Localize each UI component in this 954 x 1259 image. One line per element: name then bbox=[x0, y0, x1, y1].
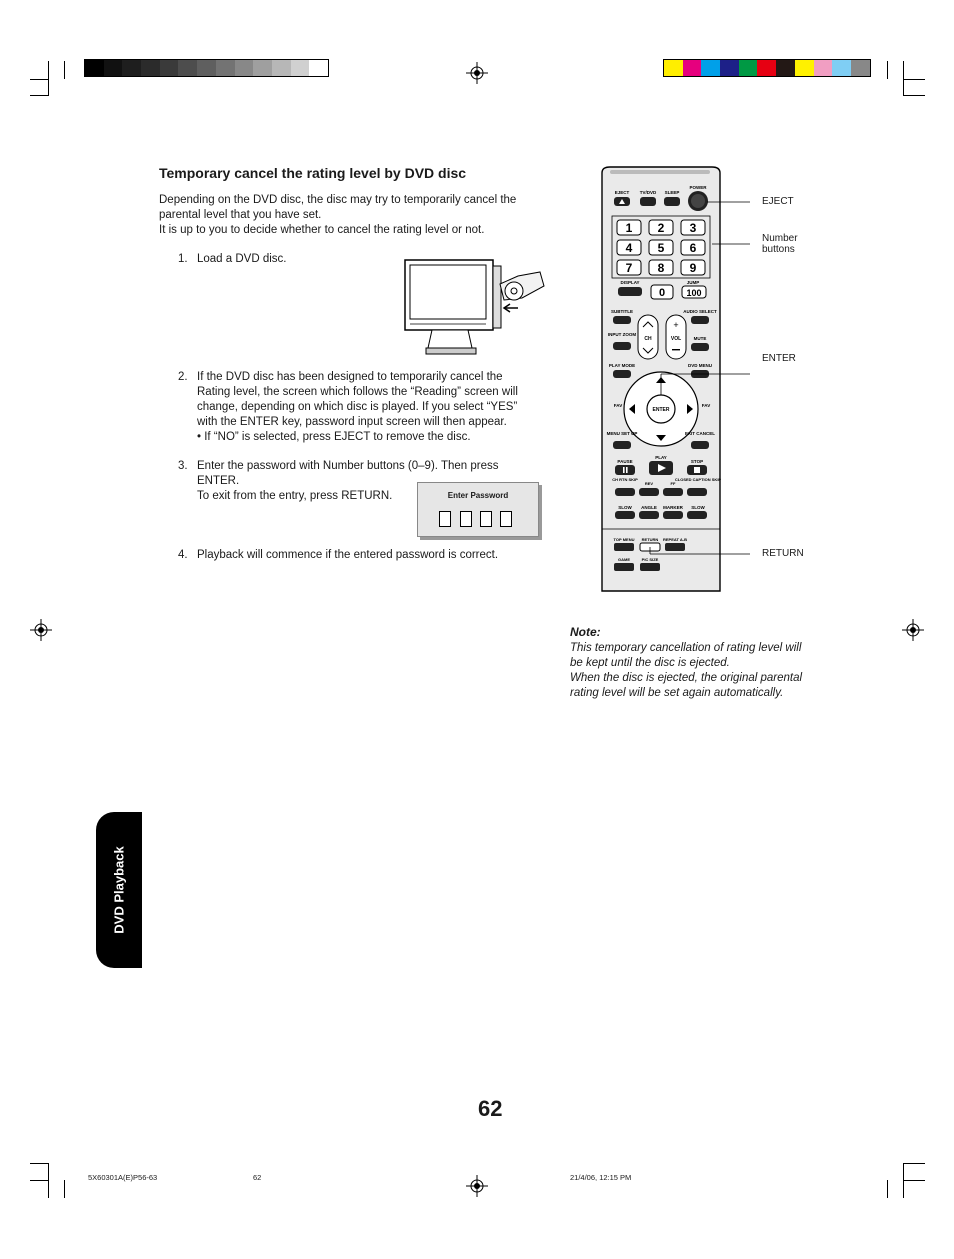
slow-forward-button[interactable] bbox=[687, 511, 707, 519]
password-input-screen bbox=[417, 482, 539, 537]
mute-button[interactable] bbox=[691, 343, 709, 351]
remote-label: JUMP bbox=[686, 280, 700, 285]
color-swatch bbox=[141, 60, 160, 76]
skip-back-button[interactable] bbox=[615, 488, 635, 496]
dvd-menu-button[interactable] bbox=[691, 370, 709, 378]
color-swatch bbox=[272, 60, 291, 76]
remote-label: EXIT CANCEL bbox=[684, 431, 716, 436]
remote-label: PIC SIZE bbox=[641, 557, 659, 562]
color-swatch bbox=[851, 60, 870, 76]
stop-icon bbox=[694, 467, 700, 473]
step-number: 4. bbox=[178, 549, 188, 561]
color-swatch bbox=[739, 60, 758, 76]
pause-button[interactable] bbox=[615, 465, 635, 475]
return-button[interactable] bbox=[640, 543, 660, 551]
remote-label: DVD MENU bbox=[687, 363, 713, 368]
remote-label: VOL bbox=[670, 336, 682, 342]
callout-eject: EJECT bbox=[762, 196, 794, 207]
remote-label: POWER bbox=[689, 185, 707, 190]
remote-label: FF bbox=[670, 481, 676, 486]
color-swatch bbox=[104, 60, 123, 76]
password-digit-slot bbox=[439, 511, 451, 527]
step-number: 1. bbox=[178, 253, 188, 265]
rev-button[interactable] bbox=[639, 488, 659, 496]
grayscale-calibration-bar bbox=[84, 59, 329, 77]
remote-label: TOP MENU bbox=[613, 537, 635, 542]
step-number: 2. bbox=[178, 371, 188, 383]
footer-file-id: 5X60301A(E)P56-63 bbox=[88, 1173, 158, 1182]
remote-label: STOP bbox=[690, 459, 704, 464]
registration-mark-icon bbox=[466, 62, 488, 84]
subtitle-button[interactable] bbox=[613, 316, 631, 324]
menu-setup-button[interactable] bbox=[613, 441, 631, 449]
color-swatch bbox=[216, 60, 235, 76]
marker-button[interactable] bbox=[663, 511, 683, 519]
remote-label: SLEEP bbox=[664, 190, 680, 195]
remote-digit: 0 bbox=[658, 287, 666, 299]
remote-label: SUBTITLE bbox=[611, 309, 633, 314]
intro-line: It is up to you to decide whether to cancel the rating level or not. bbox=[159, 224, 485, 236]
color-swatch bbox=[235, 60, 254, 76]
color-swatch bbox=[85, 60, 104, 76]
plus-icon: + bbox=[673, 320, 679, 330]
intro-line: parental level that you have set. bbox=[159, 209, 322, 221]
remote-label: PLAY MODE bbox=[608, 363, 636, 368]
remote-label: ENTER bbox=[652, 407, 670, 413]
note-text: This temporary cancellation of rating level will be kept until the disc is ejected. When the disc is ejected, the original parental rating level will be set again automatically. bbox=[570, 642, 803, 699]
color-swatch bbox=[291, 60, 310, 76]
color-swatch bbox=[178, 60, 197, 76]
callout-enter: ENTER bbox=[762, 353, 796, 364]
remote-label: TV/DVD bbox=[639, 190, 657, 195]
remote-digit: 1 bbox=[625, 221, 633, 235]
color-swatch bbox=[814, 60, 833, 76]
step-text: If the DVD disc has been designed to temporarily cancel the Rating level, the screen which follows the “Reading” screen will change, depending on which disc is played. If you select “YES” with the ENTER key, password input screen will then appear. • If “NO” is selected, press EJECT to remove the disc. bbox=[197, 371, 518, 443]
color-swatch bbox=[795, 60, 814, 76]
color-swatch bbox=[122, 60, 141, 76]
remote-label: DISPLAY bbox=[620, 280, 640, 285]
color-swatch bbox=[253, 60, 272, 76]
remote-digit: 7 bbox=[625, 261, 633, 275]
angle-button[interactable] bbox=[639, 511, 659, 519]
input-zoom-button[interactable] bbox=[613, 342, 631, 350]
registration-mark-icon bbox=[466, 1175, 488, 1197]
remote-label: SLOW bbox=[691, 505, 705, 510]
section-heading: Temporary cancel the rating level by DVD disc bbox=[159, 165, 467, 181]
remote-digit: 4 bbox=[625, 241, 633, 255]
remote-label: AUDIO SELECT bbox=[683, 309, 717, 314]
remote-digit: 100 bbox=[686, 288, 702, 298]
registration-mark-icon bbox=[902, 619, 924, 641]
color-swatch bbox=[197, 60, 216, 76]
remote-label: INPUT ZOOM bbox=[607, 332, 637, 337]
minus-icon bbox=[672, 349, 680, 350]
number-buttons bbox=[617, 220, 705, 275]
repeat-ab-button[interactable] bbox=[665, 543, 685, 551]
password-label: Enter Password bbox=[447, 491, 509, 500]
ff-button[interactable] bbox=[663, 488, 683, 496]
top-menu-button[interactable] bbox=[614, 543, 634, 551]
remote-label: MENU SET UP bbox=[606, 431, 638, 436]
side-tab bbox=[96, 812, 142, 968]
remote-label: CH RTN SKIP bbox=[612, 477, 638, 482]
color-swatch bbox=[664, 60, 683, 76]
color-swatch bbox=[701, 60, 720, 76]
tv-load-disc-illustration bbox=[400, 256, 548, 362]
password-digit-slot bbox=[460, 511, 472, 527]
registration-mark-icon bbox=[30, 619, 52, 641]
remote-digit: 3 bbox=[689, 221, 697, 235]
note-title: Note: bbox=[570, 625, 601, 639]
remote-label: CH bbox=[644, 336, 652, 342]
intro-paragraph bbox=[159, 193, 559, 238]
remote-digit: 8 bbox=[657, 261, 665, 275]
footer-timestamp: 21/4/06, 12:15 PM bbox=[570, 1173, 632, 1182]
remote-digit: 9 bbox=[689, 261, 697, 275]
audio-select-button[interactable] bbox=[691, 316, 709, 324]
color-swatch bbox=[309, 60, 328, 76]
callout-return: RETURN bbox=[762, 548, 804, 559]
callout-number-buttons: Number buttons bbox=[762, 233, 798, 255]
remote-digit: 6 bbox=[689, 241, 697, 255]
pause-icon bbox=[623, 467, 625, 473]
remote-label: RETURN bbox=[641, 537, 659, 542]
color-swatch bbox=[832, 60, 851, 76]
step-text: Enter the password with Number buttons (0–9). Then press ENTER. To exit from the entry, press RETURN. bbox=[197, 460, 499, 502]
color-swatch bbox=[776, 60, 795, 76]
color-swatch bbox=[160, 60, 179, 76]
remote-digit: 2 bbox=[657, 221, 665, 235]
color-calibration-bar bbox=[663, 59, 871, 77]
remote-label: MARKER bbox=[663, 505, 683, 510]
pic-size-button[interactable] bbox=[640, 563, 660, 571]
remote-control-illustration bbox=[598, 165, 726, 593]
remote-label: MUTE bbox=[693, 336, 707, 341]
remote-label: PAUSE bbox=[617, 459, 633, 464]
remote-label: FAV bbox=[613, 403, 623, 408]
password-digit-slot bbox=[500, 511, 512, 527]
page-number: 62 bbox=[478, 1096, 503, 1121]
remote-label: EJECT bbox=[614, 190, 630, 195]
step-text: Load a DVD disc. bbox=[197, 253, 287, 265]
remote-label: PLAY bbox=[655, 455, 667, 460]
intro-line: Depending on the DVD disc, the disc may try to temporarily cancel the bbox=[159, 194, 517, 206]
password-digit-slot bbox=[480, 511, 492, 527]
remote-label: SLOW bbox=[618, 505, 632, 510]
exit-cancel-button[interactable] bbox=[691, 441, 709, 449]
step-number: 3. bbox=[178, 460, 188, 472]
sleep-button[interactable] bbox=[664, 197, 680, 206]
game-button[interactable] bbox=[614, 563, 634, 571]
color-swatch bbox=[683, 60, 702, 76]
remote-label: ANGLE bbox=[641, 505, 657, 510]
display-button[interactable] bbox=[618, 287, 642, 296]
side-tab-label: DVD Playback bbox=[111, 846, 127, 934]
skip-forward-button[interactable] bbox=[687, 488, 707, 496]
remote-label: GAME bbox=[618, 557, 630, 562]
remote-label: FAV bbox=[701, 403, 711, 408]
step-text: Playback will commence if the entered password is correct. bbox=[197, 549, 499, 561]
slow-back-button[interactable] bbox=[615, 511, 635, 519]
remote-label: CLOSED CAPTION SKIP bbox=[674, 477, 722, 482]
remote-digit: 5 bbox=[657, 241, 665, 255]
remote-label: REV bbox=[644, 481, 654, 486]
remote-label: REPEAT A-B bbox=[663, 537, 687, 542]
tv-dvd-button[interactable] bbox=[640, 197, 656, 206]
color-swatch bbox=[720, 60, 739, 76]
play-mode-button[interactable] bbox=[613, 370, 631, 378]
color-swatch bbox=[757, 60, 776, 76]
footer-page: 62 bbox=[253, 1173, 262, 1182]
